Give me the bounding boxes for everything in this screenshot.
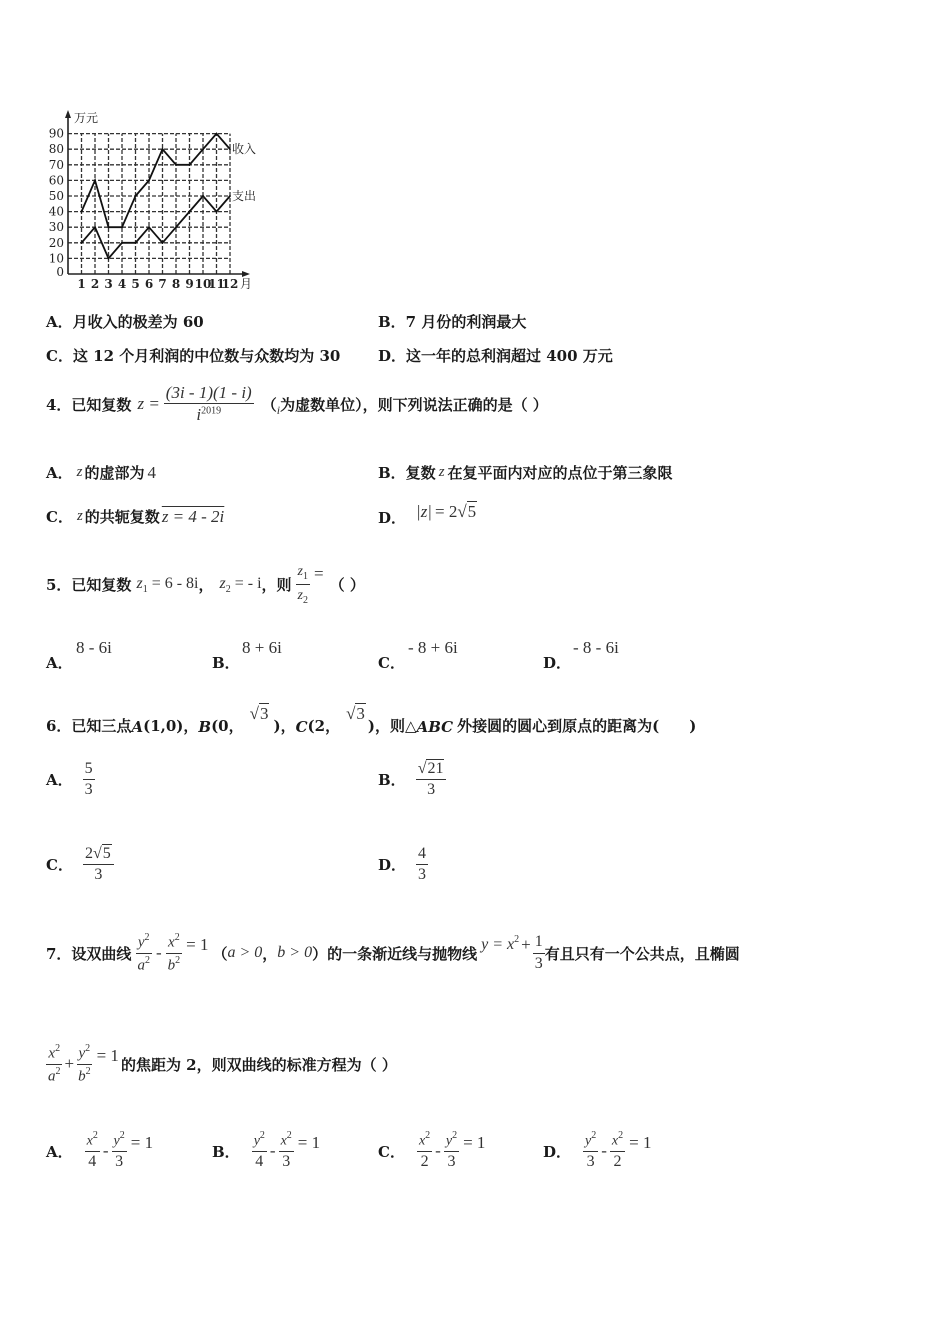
q4-option-c[interactable]: [46, 506, 224, 527]
q7-c-label: C．: [378, 1142, 405, 1161]
q6-point-c-radicand: 3: [356, 704, 365, 723]
q7-cond-b: b > 0: [277, 944, 313, 961]
q7-sq: 2: [144, 931, 150, 943]
q6-point-b: B: [198, 718, 212, 736]
q7-sq: 2: [55, 1042, 61, 1054]
q4-stem: [46, 376, 548, 432]
series-point: [162, 148, 164, 150]
series-point: [189, 164, 191, 166]
q5-z2: z: [219, 575, 226, 592]
q4-c-z: z: [76, 508, 83, 524]
x-tick-label: 7: [158, 277, 167, 291]
series-point: [108, 258, 110, 260]
q5-z1-value: = 6 - 8i: [151, 575, 199, 592]
x-tick-label: 9: [185, 277, 194, 291]
chart-axes: [65, 110, 250, 277]
q7-option-b[interactable]: [212, 1125, 320, 1177]
q7-option-c[interactable]: [378, 1125, 485, 1177]
q7-stem-line1: [46, 927, 740, 979]
q4-d-radicand: 5: [467, 502, 477, 521]
y-tick-label: 40: [48, 204, 64, 219]
q7-ell-x: x: [48, 1045, 56, 1062]
q7-d-n2: x: [611, 1133, 619, 1149]
q4-i-symbol: i: [276, 402, 281, 417]
q7-b-n1: y: [253, 1133, 260, 1149]
q4-c-math: z = 4 - 2i: [161, 506, 225, 526]
q3-option-c[interactable]: C．这 12 个月利润的中位数与众数均为 30: [46, 347, 341, 365]
q5-z2-value: = - i: [234, 575, 262, 592]
y-tick-label: 90: [48, 126, 64, 141]
q4-d-eq: = 2: [434, 502, 458, 521]
q6-point-b-end: )，: [273, 717, 296, 735]
q5-d-label: D．: [543, 654, 572, 672]
q6-triangle: ABC: [416, 718, 454, 736]
q6-d-fraction: [416, 845, 428, 885]
q4-paren-open: （: [261, 395, 277, 414]
q7-sq: 2: [119, 1130, 125, 1142]
q6-point-b-radicand: 3: [259, 704, 269, 723]
q6-d-num: 4: [416, 845, 428, 865]
q3-option-a[interactable]: A．月收入的极差为 60: [46, 313, 204, 331]
q5-b-label: B．: [212, 654, 240, 672]
q4-c-label: C．: [46, 508, 73, 526]
q7-c-d1: 2: [420, 1153, 429, 1171]
q6-option-b[interactable]: [378, 760, 446, 800]
q4-a-value: 4: [147, 462, 156, 482]
q7-cond-sep: ，: [262, 944, 278, 963]
q7-sq: 2: [85, 1065, 91, 1077]
q7-minus: -: [155, 943, 162, 962]
series-point: [202, 195, 204, 197]
q6-prefix: 6．已知三点: [46, 717, 132, 735]
y-tick-label: 10: [48, 251, 64, 266]
q4-a-text: 的虚部为: [84, 464, 145, 482]
q4-b-z: z: [438, 464, 445, 480]
x-tick-label: 5: [131, 277, 140, 291]
q7-cond-a: a > 0: [227, 944, 263, 961]
q7-a-minus: -: [102, 1141, 109, 1160]
q7-a-term1: [85, 1130, 100, 1171]
q7-sq: 2: [618, 1130, 624, 1142]
q7-b-label: B．: [212, 1142, 240, 1161]
income-expense-chart: [40, 108, 300, 293]
q4-a-z: z: [76, 464, 83, 480]
legend-label: 支出: [232, 189, 257, 203]
x-tick-label: 3: [104, 277, 113, 291]
q7-sq: 2: [452, 1130, 458, 1142]
q7-option-d[interactable]: [543, 1125, 651, 1177]
q5-frac-num-sub: 1: [303, 571, 308, 582]
q7-a-d1: 4: [88, 1153, 97, 1171]
q5-suffix: （ ）: [329, 575, 365, 594]
q7-line2-suffix: 的焦距为 2，则双曲线的标准方程为（ ）: [120, 1055, 397, 1074]
x-tick-label: 11: [208, 277, 225, 291]
q4-fraction: [164, 383, 254, 426]
q7-b-d1: 4: [255, 1153, 264, 1171]
q7-hyp-x: x: [168, 934, 175, 951]
x-tick-label: 2: [90, 277, 100, 291]
q6-option-c[interactable]: [46, 845, 114, 885]
q6-option-a[interactable]: [46, 760, 95, 800]
series-point: [148, 226, 150, 228]
q5-a-label: A．: [46, 654, 73, 672]
chart-grid: [68, 134, 230, 274]
q7-b-n2: x: [280, 1133, 287, 1149]
q5-z1-sub: 1: [142, 583, 148, 595]
q6-a-label: A．: [46, 771, 73, 790]
q7-sq: 2: [144, 954, 150, 966]
q7-ellipse-plus: +: [64, 1054, 75, 1073]
q7-b-eq: = 1: [297, 1133, 321, 1152]
q4-numerator: (3i - 1)(1 - i): [164, 383, 254, 405]
q7-sq: 2: [591, 1130, 597, 1142]
q7-d-label: D．: [543, 1142, 572, 1161]
q5-c-label: C．: [378, 654, 405, 672]
q3-option-d[interactable]: D．这一年的总利润超过 400 万元: [378, 347, 613, 365]
q5-d-value: - 8 - 6i: [573, 638, 619, 657]
series-point: [81, 211, 83, 213]
q4-den-exp: 2019: [201, 405, 222, 417]
y-tick-label: 20: [48, 235, 64, 250]
series-point: [175, 226, 177, 228]
q7-parabola-lhs: y = x: [481, 936, 515, 953]
y-tick-label: 0: [56, 265, 64, 279]
q7-suffix: 有且只有一个公共点，且椭圆: [544, 944, 740, 963]
q7-mid: ）的一条渐近线与抛物线: [312, 944, 478, 963]
q7-a-eq: = 1: [130, 1133, 154, 1152]
q7-a-n2: y: [113, 1133, 120, 1149]
y-tick-label: 60: [48, 173, 64, 188]
q7-b-minus: -: [269, 1141, 276, 1160]
q6-c-label: C．: [46, 856, 73, 875]
q6-a-den: 3: [84, 781, 93, 799]
q6-a-fraction: [83, 760, 95, 800]
q7-ell-b: b: [78, 1067, 86, 1084]
q7-a-n1: x: [86, 1133, 93, 1149]
q5-c-value: - 8 + 6i: [408, 638, 458, 657]
q7-cond-open: （: [212, 944, 228, 963]
q6-point-c-end: )，则△: [367, 717, 417, 735]
series-point: [121, 226, 123, 228]
q7-c-term2: [444, 1130, 459, 1171]
series-point: [216, 133, 218, 135]
y-axis-unit: 万元: [74, 111, 99, 125]
q7-d-d2: 2: [613, 1153, 622, 1171]
q5-frac-num: z: [297, 563, 303, 579]
x-tick-label: 12: [221, 277, 239, 291]
q7-d-term1: [583, 1130, 598, 1171]
q5-b-value: 8 + 6i: [242, 638, 282, 657]
q4-den-base: i: [196, 405, 202, 425]
q4-d-abs: |z|: [416, 502, 432, 521]
q7-hyp-eq: = 1: [186, 935, 209, 954]
q7-parabola-den: 3: [534, 954, 543, 972]
q7-b-term2: [279, 1130, 294, 1171]
q6-point-c-coord: (2，: [307, 717, 341, 735]
q4-option-a[interactable]: [46, 462, 156, 483]
q7-hyp-y: y: [137, 934, 145, 951]
q7-d-eq: = 1: [629, 1133, 652, 1152]
q7-sq: 2: [85, 1042, 91, 1054]
q4-a-label: A．: [46, 464, 73, 482]
q6-stem: 6．已知三点 A (1,0)， B (0， √ 3 )， C (2， √ 3 )，则△ ABC 外接圆的圆心到原点的距离为( ): [46, 704, 697, 736]
q7-prefix: 7．设双曲线: [46, 944, 132, 963]
q7-sq: 2: [514, 933, 520, 945]
q5-fraction: [296, 562, 310, 606]
q7-stem-line2: [46, 1038, 397, 1090]
x-tick-label: 1: [77, 277, 86, 291]
q7-c-n1: x: [418, 1133, 426, 1149]
x-tick-label: 4: [117, 277, 127, 291]
q6-b-den: 3: [427, 781, 436, 799]
q7-ell-a: a: [48, 1067, 56, 1084]
q7-c-term1: [417, 1130, 432, 1171]
q7-parabola-num: 1: [533, 933, 545, 953]
q5-z2-sub: 2: [225, 583, 231, 595]
q5-then: ，则: [261, 575, 292, 594]
q5-frac-den: z: [297, 587, 303, 603]
q4-prefix: 4．已知复数: [46, 395, 132, 414]
series-point: [189, 211, 191, 213]
q7-hyp-b: b: [167, 956, 176, 973]
q4-d-label: D．: [378, 509, 407, 527]
q4-suffix: 为虚数单位），则下列说法正确的是（ ）: [280, 395, 548, 414]
q5-sep: ，: [198, 575, 214, 594]
q4-option-d[interactable]: D． |z| = 2 √ 5: [378, 502, 477, 527]
series-point: [175, 164, 177, 166]
x-tick-label: 6: [144, 277, 154, 291]
q6-c-den: 3: [94, 866, 103, 884]
series-point: [162, 242, 164, 244]
series-point: [202, 148, 204, 150]
series-point: [94, 180, 96, 182]
q4-b-text: 在复平面内对应的点位于第三象限: [447, 464, 673, 482]
q7-hyp-term2: [166, 932, 183, 974]
q6-point-b-coord: (0，: [211, 717, 244, 735]
q7-parabola-frac: [533, 933, 545, 973]
q7-b-d2: 3: [282, 1153, 291, 1171]
q7-a-term2: [112, 1130, 127, 1171]
q7-sq: 2: [55, 1065, 61, 1077]
q6-b-radicand: 21: [427, 760, 444, 777]
q7-hyp-term1: [135, 932, 152, 974]
x-axis-unit: 月: [240, 277, 253, 291]
q7-c-eq: = 1: [463, 1133, 486, 1152]
x-tick-label: 10: [194, 277, 212, 291]
q7-d-term2: [610, 1130, 625, 1171]
q7-d-n1: y: [585, 1133, 592, 1149]
q6-point-a: A: [131, 718, 144, 736]
series-point: [229, 195, 231, 197]
q6-suffix: 外接圆的圆心到原点的距离为( ): [457, 717, 697, 735]
q7-b-term1: [252, 1130, 267, 1171]
q4-b-label: B．复数: [378, 464, 436, 482]
q6-point-c: C: [295, 718, 308, 736]
y-tick-label: 30: [48, 220, 64, 235]
q7-sq: 2: [175, 954, 181, 966]
q7-parabola-plus: +: [521, 935, 531, 954]
q7-sq: 2: [92, 1130, 98, 1142]
q7-option-a[interactable]: [46, 1125, 153, 1177]
q6-c-fraction: $\frac{2√5}{3}$: [83, 845, 114, 885]
x-tick-label: 8: [171, 277, 181, 291]
q5-stem: [46, 558, 365, 610]
q6-a-num: 5: [83, 760, 95, 780]
series-point: [81, 242, 83, 244]
q4-option-b[interactable]: [378, 462, 673, 483]
q5-frac-den-sub: 2: [303, 594, 308, 606]
q4-z-eq: z =: [137, 394, 160, 413]
q5-a-value: 8 - 6i: [76, 638, 112, 657]
q6-d-den: 3: [418, 866, 427, 884]
q7-d-minus: -: [601, 1141, 607, 1160]
series-point: [216, 211, 218, 213]
q7-a-d2: 3: [115, 1153, 124, 1171]
q6-c-radicand: 5: [102, 845, 111, 862]
q5-z1: z: [136, 575, 143, 592]
q6-c-coef: 2: [84, 845, 93, 862]
q7-c-n2: y: [445, 1133, 453, 1149]
q7-sq: 2: [425, 1130, 431, 1142]
q7-a-label: A．: [46, 1142, 73, 1161]
q5-prefix: 5．已知复数: [46, 575, 132, 594]
y-axis-arrow: [65, 110, 71, 118]
q6-b-label: B．: [378, 771, 406, 790]
q7-ell-y: y: [78, 1045, 86, 1062]
q7-hyp-a: a: [137, 956, 145, 973]
y-tick-label: 50: [48, 189, 64, 203]
q7-ellipse-term1: [46, 1043, 63, 1085]
legend-label: 收入: [232, 142, 257, 157]
series-point: [135, 195, 137, 197]
q7-c-minus: -: [435, 1141, 441, 1160]
series-point: [108, 226, 110, 228]
y-tick-label: 70: [48, 157, 64, 172]
series-point: [121, 242, 123, 244]
q7-sq: 2: [286, 1130, 292, 1142]
q6-option-d[interactable]: [378, 845, 428, 885]
q7-c-d2: 3: [447, 1153, 456, 1171]
q4-c-text: 的共轭复数: [84, 508, 160, 526]
q7-ell-eq: = 1: [96, 1046, 119, 1065]
q5-eq: =: [314, 564, 324, 583]
q3-option-b[interactable]: B．7 月份的利润最大: [378, 313, 527, 331]
series-point: [148, 180, 150, 182]
q6-b-fraction: $\frac{√21}{3}$: [416, 760, 447, 800]
q7-d-d1: 3: [586, 1153, 595, 1171]
q7-ellipse-term2: [76, 1043, 93, 1085]
q7-sq: 2: [259, 1130, 265, 1142]
series-point: [94, 226, 96, 228]
q6-d-label: D．: [378, 856, 407, 875]
series-point: [135, 242, 137, 244]
q7-sq: 2: [174, 931, 180, 943]
y-tick-label: 80: [48, 142, 64, 157]
q6-point-a-coord: (1,0)，: [143, 717, 199, 735]
series-point: [229, 148, 231, 150]
